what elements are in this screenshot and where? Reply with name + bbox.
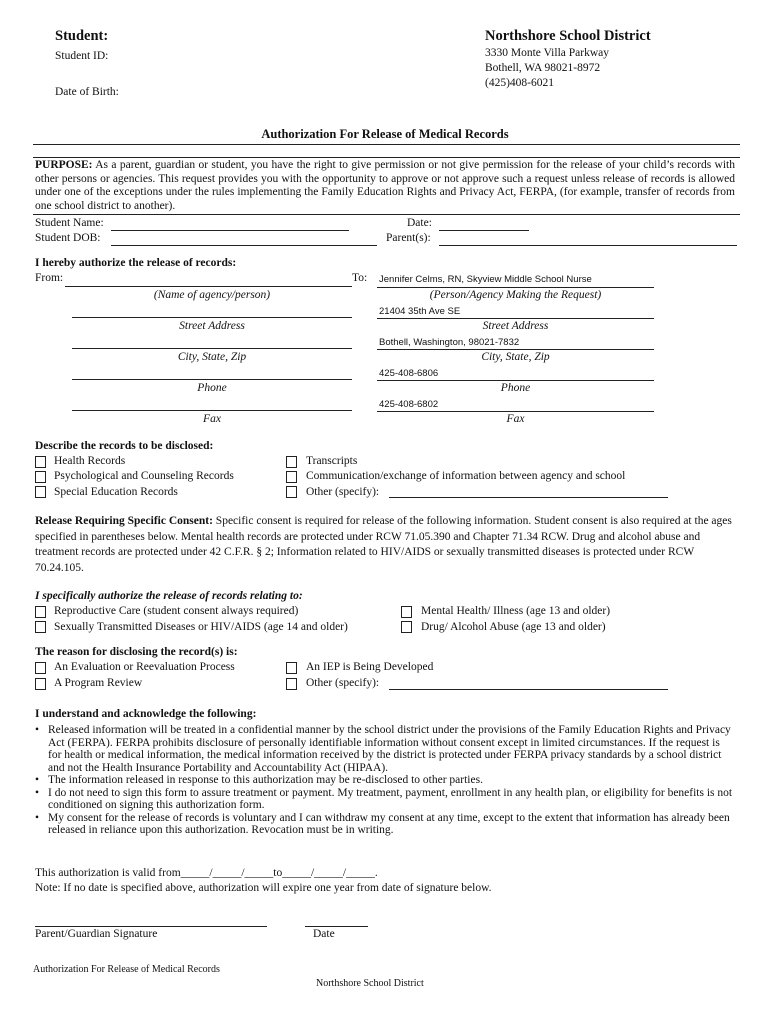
reproductive-care-checkbox[interactable] <box>35 606 46 618</box>
acknowledge-item: • The information released in response to this authorization may be re-disclosed to other parties. <box>35 774 735 787</box>
district-phone: (425)408-6021 <box>485 77 554 89</box>
to-name-line <box>377 287 654 288</box>
acknowledge-item: • I do not need to sign this form to assure treatment or payment. My treatment, payment, enrollment in any health plan, or eligibility for benefits is not conditioned on signing this authorization form. <box>35 787 735 812</box>
reason-other-checkbox[interactable] <box>286 678 297 690</box>
signature-date-label: Date <box>313 928 335 940</box>
to-phone-caption: Phone <box>500 382 531 394</box>
consent-text: Specific consent is required for release of the following information. Student consent is also required at the ages specified in parentheses below. Mental health records are protected under RCW 71.05.390 and Chapter 71.34 RCW. Drug and alcohol abuse and treatment records are protected under 42 C.F.R. § 2; Information related to HIV/AIDS or sexually transmitted diseases is protected under RCW 70.24.105. <box>35 515 732 574</box>
from-name-caption: (Name of agency/person) <box>153 289 271 301</box>
validity-text[interactable]: This authorization is valid from_____/_____/_____to_____/_____/_____. <box>35 867 378 879</box>
from-fax-caption: Fax <box>203 413 221 425</box>
signature-date-field[interactable] <box>305 926 368 927</box>
from-city-field[interactable] <box>72 348 352 349</box>
date-field[interactable] <box>439 230 529 231</box>
drug-alcohol-checkbox[interactable] <box>401 621 412 633</box>
purpose-bottom-divider <box>33 214 740 215</box>
evaluation-label: An Evaluation or Reevaluation Process <box>54 661 235 673</box>
purpose-label: PURPOSE: <box>35 159 93 171</box>
to-city-line <box>377 349 654 350</box>
student-name-field[interactable] <box>111 230 349 231</box>
to-city-value[interactable]: Bothell, Washington, 98021-7832 <box>379 337 520 348</box>
date-of-birth-label: Date of Birth: <box>55 86 119 98</box>
records-other-checkbox[interactable] <box>286 486 297 498</box>
reproductive-care-label: Reproductive Care (student consent always required) <box>54 605 299 617</box>
health-records-label: Health Records <box>54 455 126 467</box>
to-name-caption: (Person/Agency Making the Request) <box>429 289 602 301</box>
student-name-label: Student Name: <box>35 217 104 229</box>
purpose-text: As a parent, guardian or student, you have the right to give permission or not give permission for the release of your child’s records with other persons or agencies. This request provides you with the opportunity to approve or not approve such a request unless release of records is allowed under one of the exceptions under the rules implementing the Family Education Rights and Privacy Act, FERPA, (for example, transfer of records from one school district to another). <box>35 159 736 212</box>
from-fax-field[interactable] <box>72 410 352 411</box>
purpose-top-divider <box>33 157 740 158</box>
address-line-2: Bothell, WA 98021-8972 <box>485 62 601 74</box>
to-street-value[interactable]: 21404 35th Ave SE <box>379 306 461 317</box>
specific-heading: I specifically authorize the release of records relating to: <box>35 590 303 602</box>
to-fax-value[interactable]: 425-408-6802 <box>379 399 439 410</box>
program-review-label: A Program Review <box>54 677 143 689</box>
psych-records-checkbox[interactable] <box>35 471 46 483</box>
reason-other-label: Other (specify): <box>306 677 380 689</box>
to-fax-caption: Fax <box>506 413 525 425</box>
signature-label: Parent/Guardian Signature <box>35 928 158 940</box>
signature-field[interactable] <box>35 926 267 927</box>
student-id-label: Student ID: <box>55 50 109 62</box>
from-name-field[interactable] <box>65 286 352 287</box>
date-label: Date: <box>407 217 432 229</box>
psych-records-label: Psychological and Counseling Records <box>54 470 234 482</box>
consent-label: Release Requiring Specific Consent: <box>35 515 213 527</box>
reason-heading: The reason for disclosing the record(s) is: <box>35 646 238 658</box>
to-street-line <box>377 318 654 319</box>
parents-field[interactable] <box>439 245 737 246</box>
form-title: Authorization For Release of Medical Records <box>261 127 509 141</box>
mental-health-label: Mental Health/ Illness (age 13 and older) <box>421 605 611 617</box>
health-records-checkbox[interactable] <box>35 456 46 468</box>
to-label: To: <box>352 272 368 284</box>
from-city-caption: City, State, Zip <box>177 351 247 363</box>
to-fax-line <box>377 411 654 412</box>
student-heading: Student: <box>55 28 109 44</box>
to-phone-value[interactable]: 425-408-6806 <box>379 368 439 379</box>
to-city-caption: City, State, Zip <box>481 351 550 363</box>
reason-other-field[interactable] <box>389 689 668 690</box>
program-review-checkbox[interactable] <box>35 678 46 690</box>
transcripts-label: Transcripts <box>306 455 358 467</box>
footer-district: Northshore School District <box>316 978 424 989</box>
to-phone-line <box>377 380 654 381</box>
consent-paragraph <box>35 514 737 576</box>
from-street-caption: Street Address <box>179 320 245 332</box>
mental-health-checkbox[interactable] <box>401 606 412 618</box>
validity-note: Note: If no date is specified above, authorization will expire one year from date of signature below. <box>35 882 492 894</box>
district-address <box>485 46 609 91</box>
from-label: From: <box>35 272 64 284</box>
drug-alcohol-label: Drug/ Alcohol Abuse (age 13 and older) <box>421 621 606 633</box>
acknowledge-list <box>35 724 735 837</box>
from-phone-caption: Phone <box>197 382 227 394</box>
acknowledge-item: • Released information will be treated in a confidential manner by the school district under the provisions of the Family Education Rights and Privacy Act (FERPA). FERPA prohibits disclosure of personally identifiable information without consent except in limited circumstances. If the request is for health or medical information, the medical information received by the district is protected under FERPA privacy standards by a school district and not the Health Insurance Portability and Accountability Act (HIPAA). <box>35 724 735 774</box>
parents-label: Parent(s): <box>386 232 431 244</box>
student-dob-field[interactable] <box>111 245 377 246</box>
purpose-paragraph <box>35 159 735 213</box>
records-other-label: Other (specify): <box>306 486 380 498</box>
to-name-value[interactable]: Jennifer Celms, RN, Skyview Middle School Nurse <box>379 274 592 285</box>
address-line-1: 3330 Monte Villa Parkway <box>485 47 609 59</box>
student-dob-label: Student DOB: <box>35 232 101 244</box>
acknowledge-heading: I understand and acknowledge the following: <box>35 708 257 720</box>
iep-label: An IEP is Being Developed <box>306 661 434 673</box>
std-hiv-checkbox[interactable] <box>35 621 46 633</box>
authorize-heading: I hereby authorize the release of records: <box>35 257 237 269</box>
records-heading: Describe the records to be disclosed: <box>35 440 214 452</box>
communication-label: Communication/exchange of information between agency and school <box>306 470 626 482</box>
from-phone-field[interactable] <box>72 379 352 380</box>
iep-checkbox[interactable] <box>286 662 297 674</box>
std-hiv-label: Sexually Transmitted Diseases or HIV/AIDS (age 14 and older) <box>54 621 348 633</box>
communication-checkbox[interactable] <box>286 471 297 483</box>
sped-records-label: Special Education Records <box>54 486 178 498</box>
title-divider <box>33 144 740 145</box>
sped-records-checkbox[interactable] <box>35 486 46 498</box>
district-name: Northshore School District <box>485 28 651 44</box>
transcripts-checkbox[interactable] <box>286 456 297 468</box>
acknowledge-item: • My consent for the release of records is voluntary and I can withdraw my consent at any time, except to the extent that information has already been released in reliance upon this authorization. Revocation must be in writing. <box>35 812 735 837</box>
to-street-caption: Street Address <box>482 320 549 332</box>
from-street-field[interactable] <box>72 317 352 318</box>
records-other-field[interactable] <box>389 497 668 498</box>
footer-form-title: Authorization For Release of Medical Records <box>33 964 220 975</box>
evaluation-checkbox[interactable] <box>35 662 46 674</box>
